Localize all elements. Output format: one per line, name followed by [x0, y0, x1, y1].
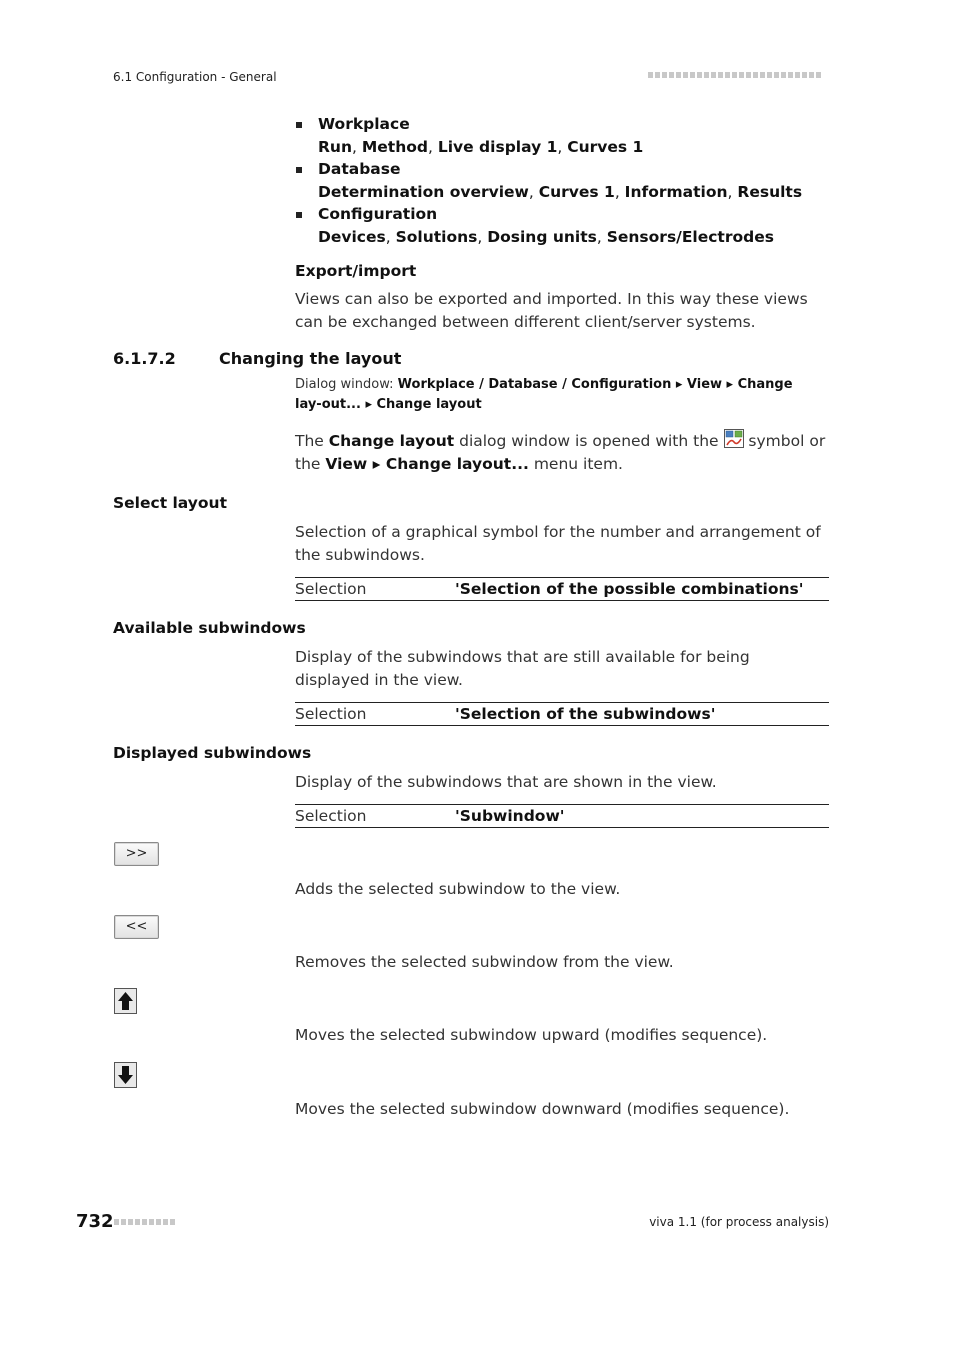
remove-subwindow-text: Removes the selected subwindow from the view.	[295, 953, 674, 971]
available-subwindows-text: Display of the subwindows that are still available for being displayed in the view.	[295, 648, 750, 689]
running-header: 6.1 Configuration - General	[113, 70, 277, 84]
change-layout-icon	[724, 429, 744, 448]
export-text: Views can also be exported and imported. In this way these views can be exchanged between different client/server systems.	[295, 290, 808, 331]
page-number: 732	[76, 1211, 114, 1232]
remove-subwindow-button[interactable]: <<	[114, 915, 159, 939]
select-layout-text: Selection of a graphical symbol for the number and arrangement of the subwindows.	[295, 523, 821, 564]
intro-text: The Change layout dialog window is opened with the symbol or the View ▸ Change layout... menu item.	[295, 429, 829, 476]
table-key: Selection	[295, 807, 367, 825]
move-down-text: Moves the selected subwindow downward (modifies sequence).	[295, 1100, 790, 1118]
dialog-path: Dialog window: Workplace / Database / Configuration ▸ View ▸ Change lay-out... ▸ Change layout	[295, 377, 793, 412]
bullet-workplace	[295, 113, 835, 158]
arrow-down-icon	[115, 1063, 136, 1087]
available-subwindows-label: Available subwindows	[113, 619, 306, 637]
available-subwindows-table	[295, 702, 829, 726]
bullet-items: Determination overview, Curves 1, Information, Results	[318, 182, 803, 201]
section-number: 6.1.7.2	[113, 349, 176, 368]
select-layout-label: Select layout	[113, 494, 227, 512]
view-bullet-list	[295, 113, 835, 248]
displayed-subwindows-text: Display of the subwindows that are shown in the view.	[295, 773, 717, 791]
bullet-items: Run, Method, Live display 1, Curves 1	[318, 137, 644, 156]
header-dots-decoration	[648, 72, 821, 78]
select-layout-table	[295, 577, 829, 601]
export-heading: Export/import	[295, 262, 417, 280]
table-value: 'Subwindow'	[455, 807, 565, 825]
section-title: Changing the layout	[219, 349, 402, 368]
bullet-database	[295, 158, 835, 203]
table-key: Selection	[295, 580, 367, 598]
move-down-button[interactable]	[114, 1062, 137, 1088]
bullet-title: Database	[318, 160, 401, 178]
arrow-up-icon	[115, 989, 136, 1013]
bullet-configuration	[295, 203, 835, 248]
add-subwindow-text: Adds the selected subwindow to the view.	[295, 880, 621, 898]
product-name: viva 1.1 (for process analysis)	[649, 1215, 829, 1229]
bullet-items: Devices, Solutions, Dosing units, Sensors/Electrodes	[318, 227, 774, 246]
displayed-subwindows-label: Displayed subwindows	[113, 744, 312, 762]
displayed-subwindows-table	[295, 804, 829, 828]
table-key: Selection	[295, 705, 367, 723]
bullet-title: Configuration	[318, 205, 438, 223]
add-subwindow-button[interactable]: >>	[114, 842, 159, 866]
move-up-button[interactable]	[114, 988, 137, 1014]
table-value: 'Selection of the possible combinations'	[455, 580, 804, 598]
bullet-title: Workplace	[318, 115, 410, 133]
table-value: 'Selection of the subwindows'	[455, 705, 716, 723]
footer-dots-decoration	[114, 1219, 175, 1225]
move-up-text: Moves the selected subwindow upward (modifies sequence).	[295, 1026, 768, 1044]
